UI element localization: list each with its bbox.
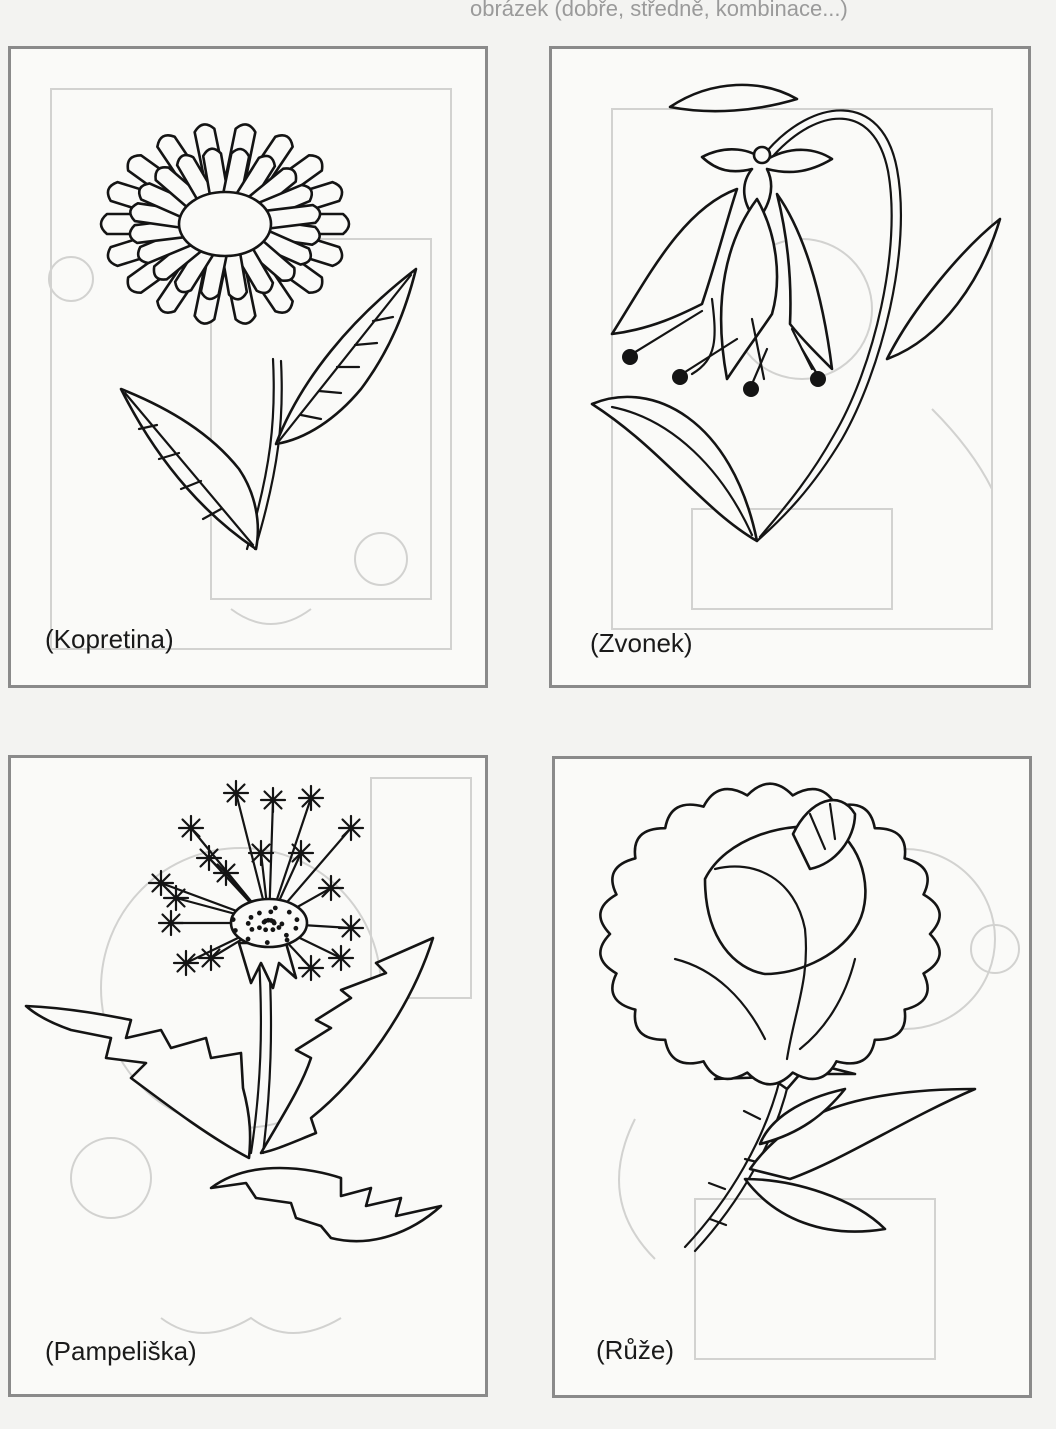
header-cropped-text: obrázek (dobře, středně, kombinace...) [470,0,848,21]
dandelion-seed-dot [246,921,251,926]
caption-kopretina: (Kopretina) [45,624,174,654]
dandelion-seed-dot [257,925,262,930]
dandelion-seed-dot [257,911,262,916]
card-kopretina [8,46,488,688]
daisy-drawing [11,49,485,685]
dandelion-drawing [11,758,485,1394]
rose-drawing [555,759,1029,1395]
dandelion-seed-dot [273,906,278,911]
dandelion-seed-dot [268,909,273,914]
dandelion-seed-dot [287,910,292,915]
bellflower-drawing [552,49,1028,685]
dandelion-seed-dot [263,927,268,932]
dandelion-seed-dot [279,922,284,927]
dandelion-seed-dot [270,927,275,932]
card-pampeliska [8,755,488,1397]
dandelion-seed-dot [262,920,267,925]
dandelion-seed-dot [265,940,270,945]
dandelion-seed-dot [246,937,251,942]
dandelion-seed-dot [295,917,300,922]
dandelion-seed-dot [233,928,238,933]
dandelion-seed-dot [293,926,298,931]
caption-pampeliska: (Pampeliška) [45,1336,197,1366]
dandelion-seed-dot [285,938,290,943]
dandelion-seed-dot [231,917,236,922]
dandelion-seed-dot [249,915,254,920]
caption-ruze: (Růže) [596,1335,675,1365]
dandelion-seed-dot [250,927,255,932]
dandelion-seed-dot [284,933,289,938]
card-ruze [552,756,1032,1398]
card-zvonek [549,46,1031,688]
caption-zvonek: (Zvonek) [590,628,693,658]
